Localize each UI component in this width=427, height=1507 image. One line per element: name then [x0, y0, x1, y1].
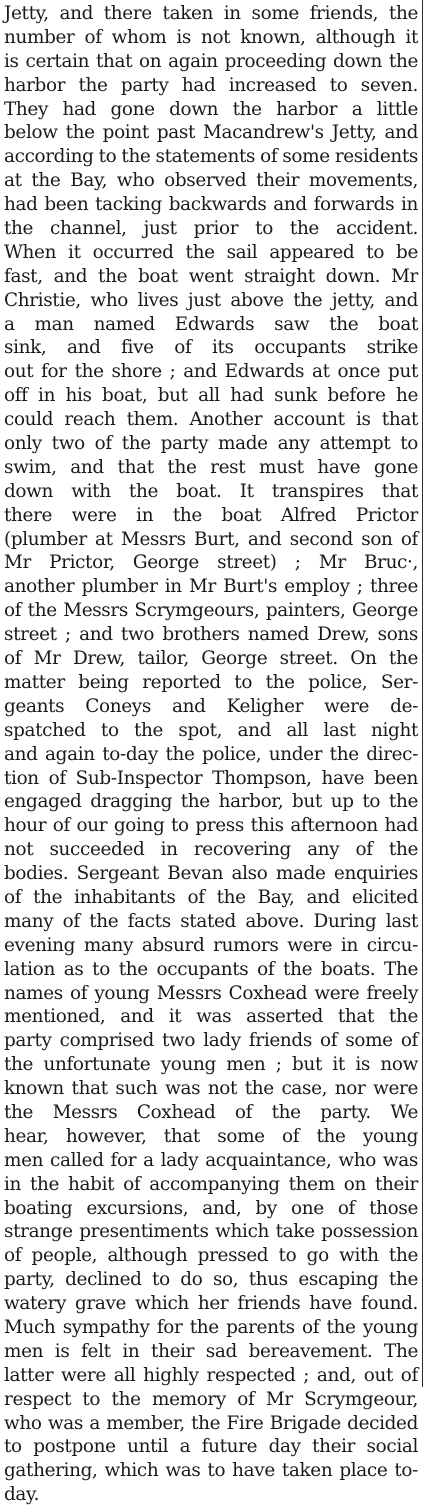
- text-line: a man named Edwards saw the boat: [4, 313, 418, 335]
- text-line: the channel, just prior to the accident.: [4, 218, 418, 240]
- text-line: number of whom is not known, although it: [4, 26, 418, 48]
- text-line: geants Coneys and Keligher were de-: [4, 695, 418, 717]
- text-line: evening many absurd rumors were in circu-: [4, 934, 418, 956]
- text-line: Much sympathy for the parents of the young: [4, 1316, 418, 1338]
- text-line: Mr Prictor, George street) ; Mr Bruc·,: [4, 552, 418, 574]
- text-line: had been tacking backwards and forwards in: [4, 194, 418, 216]
- text-line: could reach them. Another account is that: [4, 409, 418, 431]
- text-line: (plumber at Messrs Burt, and second son of: [4, 528, 418, 550]
- text-line: of the inhabitants of the Bay, and elicited: [4, 886, 418, 908]
- text-line: of the Messrs Scrymgeours, painters, George: [4, 600, 418, 622]
- text-line: off in his boat, but all had sunk before he: [4, 385, 418, 407]
- text-line: is certain that on again proceeding down the: [4, 50, 418, 72]
- text-line: and again to-day the police, under the direc-: [4, 743, 418, 765]
- text-line: respect to the memory of Mr Scrymgeour,: [4, 1388, 418, 1410]
- text-line: swim, and that the rest must have gone: [4, 456, 418, 478]
- text-line: lation as to the occupants of the boats. The: [4, 958, 418, 980]
- text-line: men is felt in their sad bereavement. The: [4, 1340, 418, 1362]
- text-line: matter being reported to the police, Ser-: [4, 671, 418, 693]
- text-line: tion of Sub-Inspector Thompson, have been: [4, 767, 418, 789]
- text-line: who was a member, the Fire Brigade decided: [4, 1412, 418, 1434]
- text-line: sink, and five of its occupants strike: [4, 337, 418, 359]
- text-line: only two of the party made any attempt to: [4, 433, 418, 455]
- text-line: out for the shore ; and Edwards at once put: [4, 361, 418, 383]
- text-line: fast, and the boat went straight down. Mr: [4, 265, 418, 287]
- text-line-final: day.: [4, 1484, 40, 1506]
- text-line: below the point past Macandrew's Jetty, and: [4, 122, 418, 144]
- text-line: party comprised two lady friends of some of: [4, 1030, 418, 1052]
- text-line: gathering, which was to have taken place to-: [4, 1460, 418, 1482]
- text-line: there were in the boat Alfred Prictor: [4, 504, 418, 526]
- text-line: party, declined to do so, thus escaping the: [4, 1269, 418, 1291]
- text-line: When it occurred the sail appeared to be: [4, 241, 418, 263]
- text-line: bodies. Sergeant Bevan also made enquiries: [4, 863, 418, 885]
- text-line: mentioned, and it was asserted that the: [4, 1006, 418, 1028]
- text-line: engaged dragging the harbor, but up to the: [4, 791, 418, 813]
- text-line: men called for a lady acquaintance, who was: [4, 1149, 418, 1171]
- column-rule: [422, 0, 423, 1387]
- text-line: in the habit of accompanying them on their: [4, 1173, 418, 1195]
- text-line: of people, although pressed to go with the: [4, 1245, 418, 1267]
- text-line: at the Bay, who observed their movements,: [4, 170, 418, 192]
- text-line: known that such was not the case, nor were: [4, 1078, 418, 1100]
- text-line: the Messrs Coxhead of the party. We: [4, 1101, 418, 1123]
- text-line: the unfortunate young men ; but it is now: [4, 1054, 418, 1076]
- text-line: Jetty, and there taken in some friends, the: [4, 3, 418, 24]
- text-line: hear, however, that some of the young: [4, 1125, 418, 1147]
- text-line: not succeeded in recovering any of the: [4, 839, 418, 861]
- text-line: strange presentiments which take possession: [4, 1221, 418, 1243]
- text-line: many of the facts stated above. During last: [4, 910, 418, 932]
- text-line: according to the statements of some residents: [4, 146, 418, 168]
- text-line: They had gone down the harbor a little: [4, 98, 418, 120]
- text-line: hour of our going to press this afternoon had: [4, 815, 418, 837]
- text-line: boating excursions, and, by one of those: [4, 1197, 418, 1219]
- text-line: street ; and two brothers named Drew, sons: [4, 624, 418, 646]
- text-line: another plumber in Mr Burt's employ ; three: [4, 576, 418, 598]
- text-line: down with the boat. It transpires that: [4, 480, 418, 502]
- text-line: spatched to the spot, and all last night: [4, 719, 418, 741]
- text-line: names of young Messrs Coxhead were freely: [4, 982, 418, 1004]
- article-column: [4, 2, 418, 1507]
- text-line: of Mr Drew, tailor, George street. On the: [4, 648, 418, 670]
- text-line: Christie, who lives just above the jetty, and: [4, 289, 418, 311]
- text-line: to postpone until a future day their social: [4, 1436, 418, 1458]
- text-line: latter were all highly respected ; and, out of: [4, 1364, 418, 1386]
- text-line: watery grave which her friends have found.: [4, 1293, 418, 1315]
- text-line: harbor the party had increased to seven.: [4, 74, 418, 96]
